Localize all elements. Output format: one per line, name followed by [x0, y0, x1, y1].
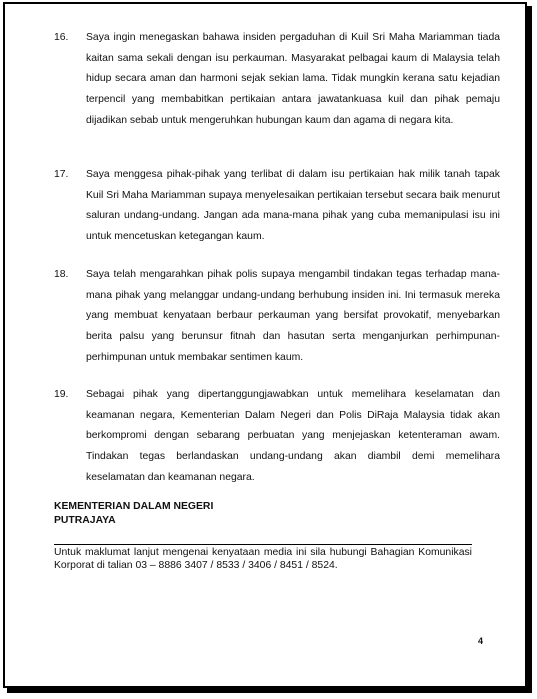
- paragraph-number: 17.: [54, 169, 69, 180]
- contact-footnote: Untuk maklumat lanjut mengenai kenyataan media ini sila hubungi Bahagian Komunikasi Korporat di talian 03 – 8886 3407 / 8533 / 3406 / 8451 / 8524.: [54, 547, 472, 572]
- footer-divider: [54, 544, 472, 545]
- page-shadow-bottom: [7, 688, 532, 693]
- paragraph-number: 19.: [54, 389, 69, 400]
- paragraph-number: 18.: [54, 269, 69, 280]
- page-shadow-right: [527, 6, 532, 692]
- paragraph-17: [54, 165, 500, 248]
- paragraph-text: Saya telah mengarahkan pihak polis supaya mengambil tindakan tegas terhadap mana-mana pihak yang melanggar undang-undang berhubung insiden ini. Ini termasuk mereka yang membuat kenyataan berbaur perkauman yang bersifat provokatif, menyebarkan berita palsu yang berunsur fitnah dan hasutan serta menganjurkan perhimpunan-perhimpunan untuk membakar sentimen kaum.: [86, 269, 500, 363]
- ministry-signature: [54, 500, 213, 527]
- ministry-location: PUTRAJAYA: [54, 514, 116, 526]
- paragraph-number: 16.: [54, 32, 69, 43]
- paragraph-text: Sebagai pihak yang dipertanggungjawabkan untuk memelihara keselamatan dan keamanan negara, Kementerian Dalam Negeri dan Polis DiRaja Malaysia tidak akan berkompromi dengan sebarang perbuatan yang menjejaskan ketenteraman awam. Tindakan tegas berlandaskan undang-undang akan diambil demi memelihara keselamatan dan keamanan negara.: [86, 389, 500, 483]
- paragraph-18: [54, 265, 500, 369]
- page-number: 4: [478, 636, 484, 646]
- paragraph-19: [54, 385, 500, 489]
- paragraph-text: Saya menggesa pihak-pihak yang terlibat di dalam isu pertikaian hak milik tanah tapak Kuil Sri Maha Mariamman supaya menyelesaikan pertikaian tersebut secara baik menurut saluran undang-undang. Jangan ada mana-mana pihak yang cuba memanipulasi isu ini untuk mencetuskan ketegangan kaum.: [86, 169, 500, 243]
- paragraph-text: Saya ingin menegaskan bahawa insiden pergaduhan di Kuil Sri Maha Mariamman tiada kaitan sama sekali dengan isu perkauman. Masyarakat pelbagai kaum di Malaysia telah hidup secara aman dan harmoni sejak sekian lama. Tidak mungkin kerana satu kejadian terpencil yang membabitkan pertikaian antara jawatankuasa kuil dan pihak pemaju dijadikan sebab untuk mengeruhkan hubungan kaum dan agama di negara kita.: [86, 32, 500, 126]
- ministry-name: KEMENTERIAN DALAM NEGERI: [54, 501, 214, 512]
- paragraph-16: [54, 28, 500, 132]
